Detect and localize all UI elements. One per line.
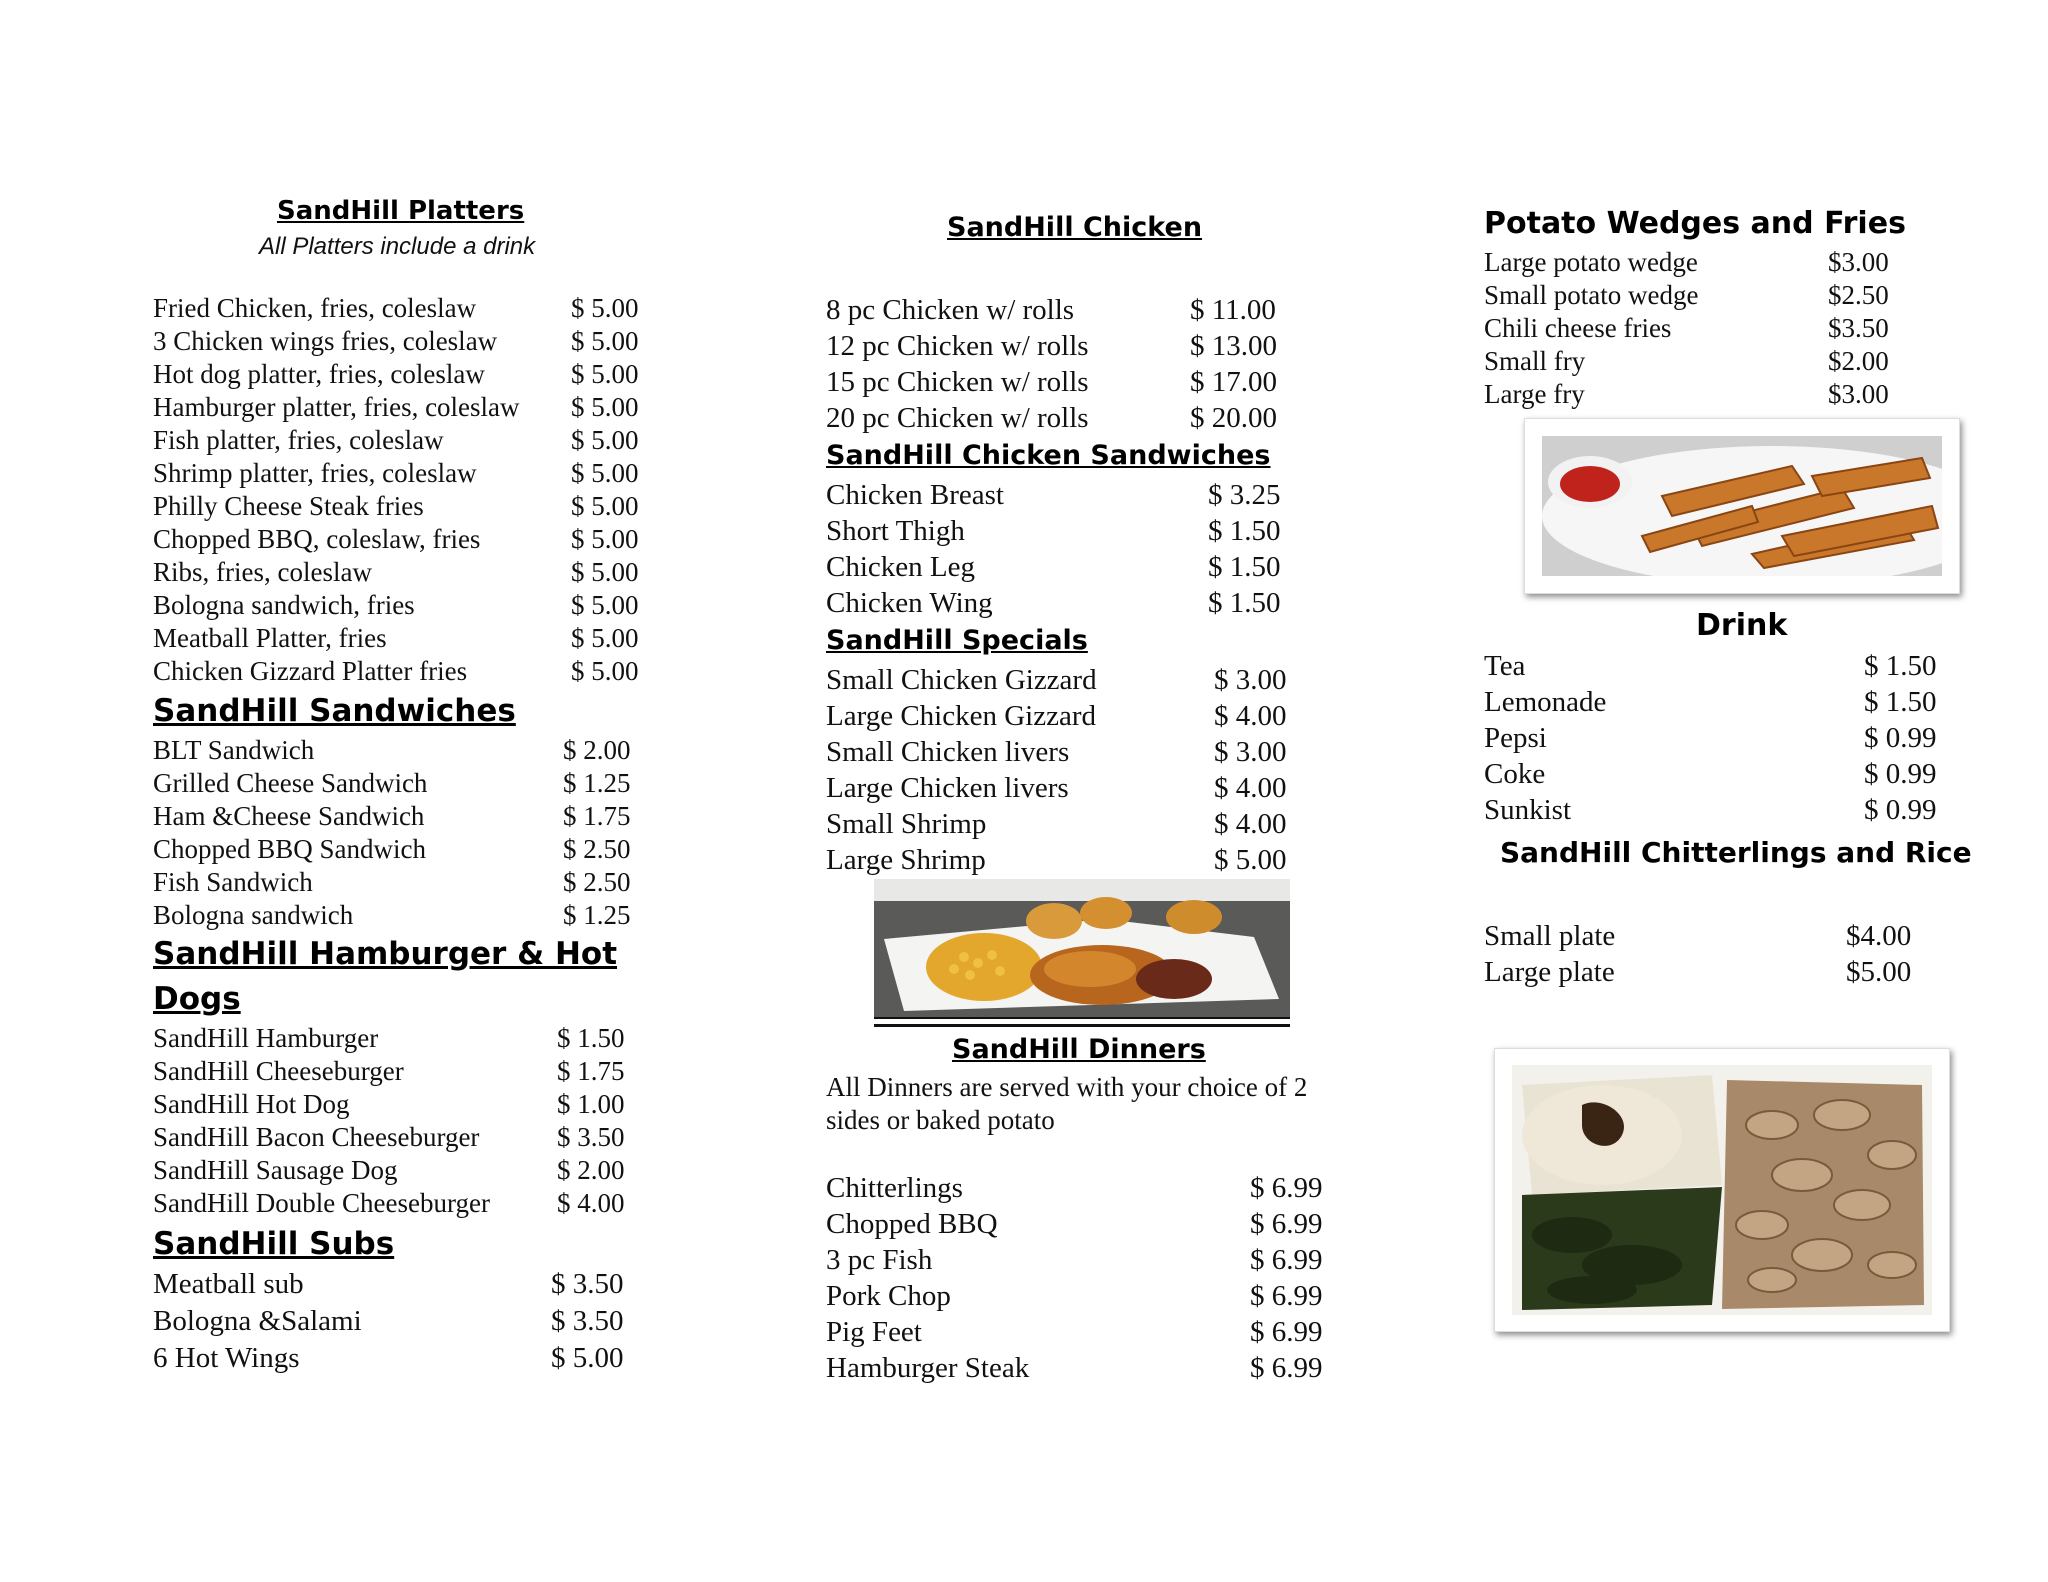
- menu-item-name: Chopped BBQ Sandwich: [153, 834, 426, 864]
- menu-item-name: Chicken Leg: [826, 551, 975, 583]
- menu-item-price: $ 5.00: [571, 590, 639, 620]
- platters-subtitle: All Platters include a drink: [259, 233, 536, 260]
- menu-item-price: $ 4.00: [1214, 700, 1287, 732]
- menu-item-price: $4.00: [1846, 920, 1912, 952]
- menu-item-name: Large potato wedge: [1484, 247, 1698, 277]
- menu-item-price: $ 17.00: [1190, 366, 1277, 398]
- menu-item-price: $ 6.99: [1250, 1244, 1323, 1276]
- menu-item-name: Large fry: [1484, 379, 1585, 409]
- menu-item-price: $ 1.00: [557, 1089, 625, 1119]
- menu-item-price: $ 2.00: [557, 1155, 625, 1185]
- menu-item-name: Small plate: [1484, 920, 1616, 952]
- menu-item-name: 3 pc Fish: [826, 1244, 933, 1276]
- menu-item-price: $2.00: [1828, 346, 1889, 376]
- menu-item-name: Meatball Platter, fries: [153, 623, 387, 653]
- menu-item-price: $ 1.50: [1864, 650, 1937, 682]
- menu-item-price: $ 0.99: [1864, 794, 1937, 826]
- menu-item-price: $ 11.00: [1190, 294, 1276, 326]
- menu-item-price: $ 6.99: [1250, 1280, 1323, 1312]
- menu-item-price: $ 3.00: [1214, 736, 1287, 768]
- menu-item-name: Coke: [1484, 758, 1546, 790]
- menu-item-name: Pepsi: [1484, 722, 1547, 754]
- chicken-title: SandHill Chicken: [947, 212, 1203, 243]
- menu-item-price: $ 6.99: [1250, 1352, 1323, 1384]
- wedges-title: Potato Wedges and Fries: [1484, 206, 1906, 241]
- menu-item-name: Large Chicken Gizzard: [826, 700, 1097, 732]
- menu-item-name: Fish Sandwich: [153, 867, 313, 897]
- menu-item-price: $ 0.99: [1864, 758, 1937, 790]
- fried-chicken-plate-photo: [874, 879, 1290, 1019]
- menu-item-name: Short Thigh: [826, 515, 965, 547]
- menu-item-price: $ 5.00: [571, 623, 639, 653]
- menu-item-name: Bologna sandwich: [153, 900, 354, 930]
- menu-item-name: 20 pc Chicken w/ rolls: [826, 402, 1089, 434]
- chicken-sandwiches-title: SandHill Chicken Sandwiches: [826, 440, 1271, 471]
- menu-item-name: Ham &Cheese Sandwich: [153, 801, 425, 831]
- menu-item-name: Bologna &Salami: [153, 1305, 362, 1337]
- menu-item-name: Small Chicken Gizzard: [826, 664, 1097, 696]
- menu-item-price: $ 5.00: [1214, 844, 1287, 876]
- menu-item-name: Bologna sandwich, fries: [153, 590, 415, 620]
- chitterlings-rice-photo: [1494, 1048, 1950, 1332]
- menu-item-price: $ 5.00: [551, 1342, 624, 1374]
- menu-item-name: Small Chicken livers: [826, 736, 1070, 768]
- menu-item-name: Small Shrimp: [826, 808, 987, 840]
- platters-title: SandHill Platters: [277, 196, 525, 226]
- menu-item-price: $ 5.00: [571, 326, 639, 356]
- photo-divider: [874, 1024, 1290, 1027]
- menu-item-price: $ 5.00: [571, 458, 639, 488]
- menu-item-price: $ 6.99: [1250, 1208, 1323, 1240]
- menu-item-name: 3 Chicken wings fries, coleslaw: [153, 326, 498, 356]
- menu-item-name: Meatball sub: [153, 1268, 304, 1300]
- menu-item-name: SandHill Cheeseburger: [153, 1056, 404, 1086]
- menu-item-price: $5.00: [1846, 956, 1912, 988]
- menu-item-name: Hamburger platter, fries, coleslaw: [153, 392, 520, 422]
- subs-title: SandHill Subs: [153, 1226, 395, 1262]
- menu-item-price: $ 1.25: [563, 768, 631, 798]
- menu-item-name: SandHill Hot Dog: [153, 1089, 350, 1119]
- sandwiches-title: SandHill Sandwiches: [153, 693, 516, 729]
- menu-item-name: Chitterlings: [826, 1172, 963, 1204]
- menu-item-price: $ 3.50: [557, 1122, 625, 1152]
- menu-item-price: $ 0.99: [1864, 722, 1937, 754]
- menu-item-name: Chicken Gizzard Platter fries: [153, 656, 468, 686]
- menu-item-price: $ 5.00: [571, 557, 639, 587]
- menu-item-price: $ 4.00: [557, 1188, 625, 1218]
- menu-item-price: $ 1.50: [1208, 587, 1281, 619]
- menu-item-name: SandHill Hamburger: [153, 1023, 379, 1053]
- menu-item-price: $ 6.99: [1250, 1316, 1323, 1348]
- menu-item-name: Chopped BBQ, coleslaw, fries: [153, 524, 481, 554]
- menu-item-price: $ 5.00: [571, 293, 639, 323]
- menu-item-name: BLT Sandwich: [153, 735, 315, 765]
- menu-item-name: Tea: [1484, 650, 1526, 682]
- menu-item-price: $ 1.50: [557, 1023, 625, 1053]
- dinners-description: All Dinners are served with your choice of 2 sides or baked potato: [826, 1072, 1308, 1135]
- menu-item-name: 6 Hot Wings: [153, 1342, 300, 1374]
- menu-item-price: $ 4.00: [1214, 808, 1287, 840]
- menu-item-price: $ 1.75: [557, 1056, 625, 1086]
- menu-item-price: $ 5.00: [571, 392, 639, 422]
- menu-item-price: $ 5.00: [571, 524, 639, 554]
- menu-item-price: $ 1.50: [1208, 551, 1281, 583]
- menu-item-name: Sunkist: [1484, 794, 1572, 826]
- menu-item-price: $ 6.99: [1250, 1172, 1323, 1204]
- menu-item-name: Small fry: [1484, 346, 1586, 376]
- menu-item-name: SandHill Bacon Cheeseburger: [153, 1122, 480, 1152]
- menu-item-name: Chili cheese fries: [1484, 313, 1672, 343]
- fried-chicken-plate-image: [874, 879, 1290, 1019]
- menu-item-price: $ 13.00: [1190, 330, 1277, 362]
- menu-item-name: Chicken Wing: [826, 587, 993, 619]
- menu-item-name: Fish platter, fries, coleslaw: [153, 425, 444, 455]
- menu-item-price: $ 3.50: [551, 1268, 624, 1300]
- menu-item-name: Large plate: [1484, 956, 1615, 988]
- menu-item-name: Small potato wedge: [1484, 280, 1699, 310]
- menu-item-name: Hamburger Steak: [826, 1352, 1030, 1384]
- menu-item-name: Lemonade: [1484, 686, 1607, 718]
- menu-item-price: $ 1.25: [563, 900, 631, 930]
- potato-wedges-photo: [1524, 418, 1960, 594]
- menu-item-name: Pig Feet: [826, 1316, 922, 1348]
- menu-item-price: $ 2.00: [563, 735, 631, 765]
- menu-item-name: Grilled Cheese Sandwich: [153, 768, 428, 798]
- menu-item-price: $3.50: [1828, 313, 1889, 343]
- menu-item-name: Large Shrimp: [826, 844, 986, 876]
- menu-item-name: Chicken Breast: [826, 479, 1004, 511]
- menu-item-price: $ 4.00: [1214, 772, 1287, 804]
- menu-item-price: $3.00: [1828, 379, 1889, 409]
- menu-item-price: $2.50: [1828, 280, 1889, 310]
- menu-item-price: $ 5.00: [571, 491, 639, 521]
- menu-item-price: $ 20.00: [1190, 402, 1277, 434]
- menu-item-name: SandHill Double Cheeseburger: [153, 1188, 490, 1218]
- menu-item-price: $ 2.50: [563, 867, 631, 897]
- chitterlings-title: SandHill Chitterlings and Rice: [1500, 836, 1972, 869]
- menu-item-name: Pork Chop: [826, 1280, 951, 1312]
- hamburgers-title: SandHill Hamburger & Hot: [153, 936, 618, 972]
- chitterlings-rice-image: [1512, 1065, 1932, 1315]
- menu-item-price: $3.00: [1828, 247, 1889, 277]
- menu-item-name: Large Chicken livers: [826, 772, 1069, 804]
- menu-item-price: $ 5.00: [571, 359, 639, 389]
- menu-item-price: $ 3.00: [1214, 664, 1287, 696]
- specials-title: SandHill Specials: [826, 625, 1088, 656]
- menu-item-name: SandHill Sausage Dog: [153, 1155, 398, 1185]
- menu-item-price: $ 3.50: [551, 1305, 624, 1337]
- menu-item-name: 8 pc Chicken w/ rolls: [826, 294, 1075, 326]
- menu-item-price: $ 1.75: [563, 801, 631, 831]
- dinners-title: SandHill Dinners: [952, 1034, 1206, 1065]
- menu-item-price: $ 5.00: [571, 425, 639, 455]
- potato-wedges-image: [1542, 436, 1942, 576]
- menu-item-name: Shrimp platter, fries, coleslaw: [153, 458, 477, 488]
- menu-item-name: Ribs, fries, coleslaw: [153, 557, 372, 587]
- menu-item-price: $ 1.50: [1208, 515, 1281, 547]
- menu-item-name: 12 pc Chicken w/ rolls: [826, 330, 1089, 362]
- drink-title: Drink: [1696, 608, 1788, 643]
- menu-item-name: Chopped BBQ: [826, 1208, 998, 1240]
- menu-item-name: Fried Chicken, fries, coleslaw: [153, 293, 477, 323]
- menu-item-price: $ 3.25: [1208, 479, 1281, 511]
- menu-item-price: $ 5.00: [571, 656, 639, 686]
- menu-item-name: Philly Cheese Steak fries: [153, 491, 424, 521]
- menu-item-name: Hot dog platter, fries, coleslaw: [153, 359, 485, 389]
- menu-item-price: $ 2.50: [563, 834, 631, 864]
- hamburgers-title-line2: Dogs: [153, 981, 241, 1017]
- menu-item-name: 15 pc Chicken w/ rolls: [826, 366, 1089, 398]
- menu-item-price: $ 1.50: [1864, 686, 1937, 718]
